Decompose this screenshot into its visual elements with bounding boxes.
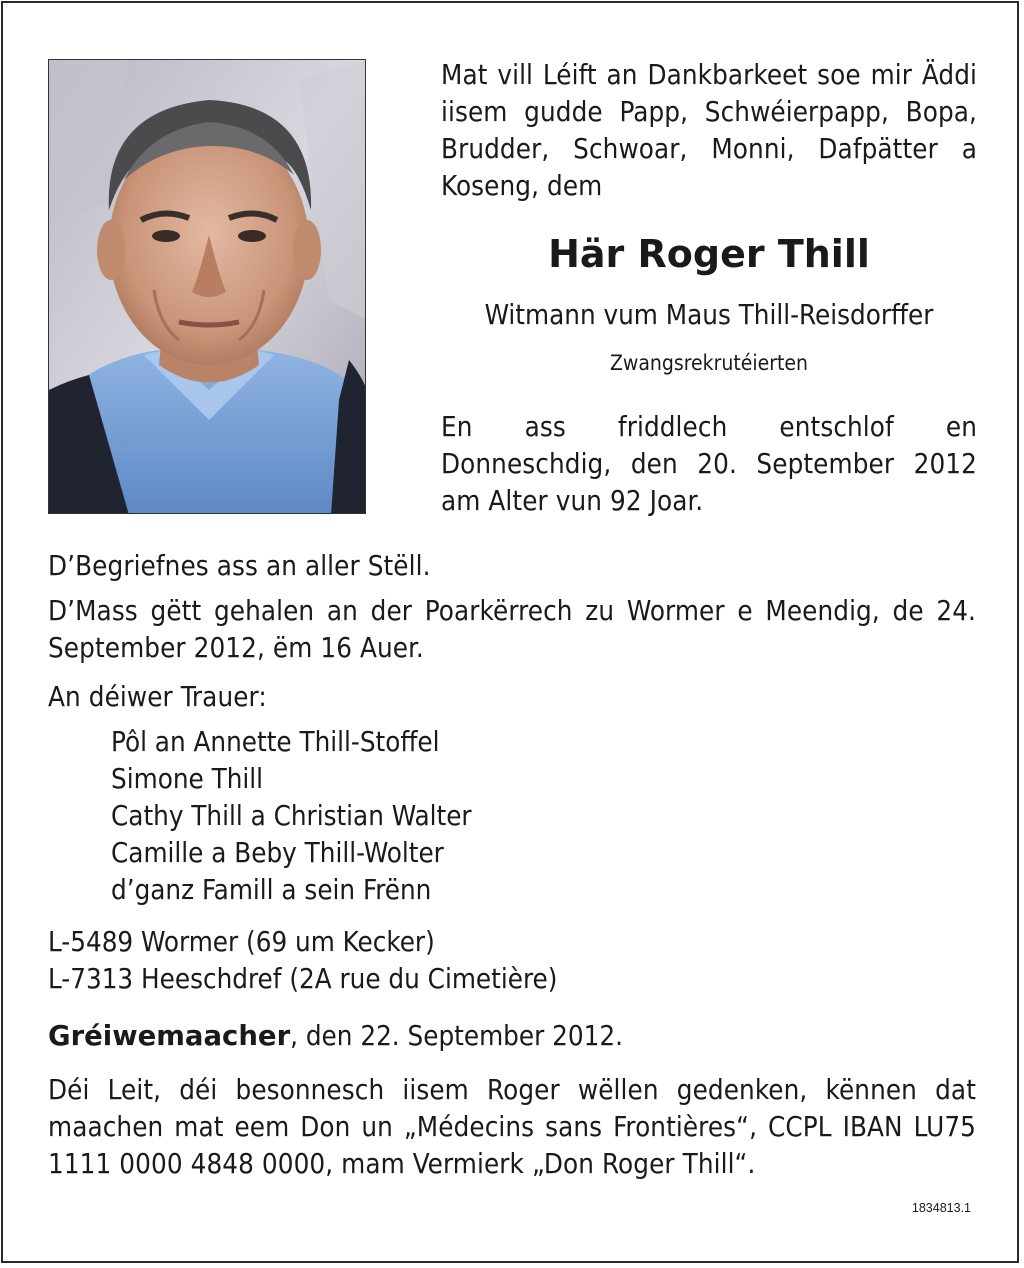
burial-paragraph: D’Begriefnes ass an aller Stëll. <box>48 550 431 582</box>
passed-away-paragraph: En ass friddlech entschlof en Donneschdig, den 20. September 2012 am Alter vun 92 Joar. <box>441 411 977 517</box>
deceased-name: Här Roger Thill <box>548 232 870 276</box>
intro-paragraph: Mat vill Léift an Dankbarkeet soe mir Äddi iisem gudde Papp, Schwéierpapp, Bopa, Brudder, Schwoar, Monni, Dafpätter a Koseng, dem <box>441 59 977 202</box>
obituary-notice <box>1 1 1019 1263</box>
address-line: L-7313 Heeschdref (2A rue du Cimetière) <box>48 963 558 995</box>
reference-number: 1834813.1 <box>911 1201 971 1215</box>
mourners-list <box>111 724 472 909</box>
donation-paragraph: Déi Leit, déi besonnesch iisem Roger wëllen gedenken, kënnen dat maachen mat eem Don un „Médecins sans Frontières“, CCPL IBAN LU75 1111 0000 4848 0000, mam Vermierk „Don Roger Thill“. <box>48 1074 976 1180</box>
mourner-item: Pôl an Annette Thill-Stoffel <box>111 726 440 758</box>
mourner-item: Cathy Thill a Christian Walter <box>111 800 472 832</box>
dateline <box>48 1018 623 1055</box>
conscript-line: Zwangsrekrutéierten <box>609 351 809 375</box>
mourner-item: Simone Thill <box>111 763 264 795</box>
mourner-item: d’ganz Famill a sein Frënn <box>111 874 432 906</box>
address-line: L-5489 Wormer (69 um Kecker) <box>48 926 435 958</box>
widower-line: Witmann vum Maus Thill-Reisdorffer <box>484 299 934 331</box>
mourning-intro: An déiwer Trauer: <box>48 681 267 713</box>
dateline-date: , den 22. September 2012. <box>290 1020 623 1052</box>
portrait-photo <box>48 59 366 514</box>
mourner-item: Camille a Beby Thill-Wolter <box>111 837 444 869</box>
dateline-place: Gréiwemaacher <box>48 1020 291 1052</box>
mass-paragraph: D’Mass gëtt gehalen an der Poarkërrech zu Wormer e Meendig, de 24. September 2012, ëm 16 Auer. <box>48 595 976 664</box>
addresses <box>48 924 557 998</box>
